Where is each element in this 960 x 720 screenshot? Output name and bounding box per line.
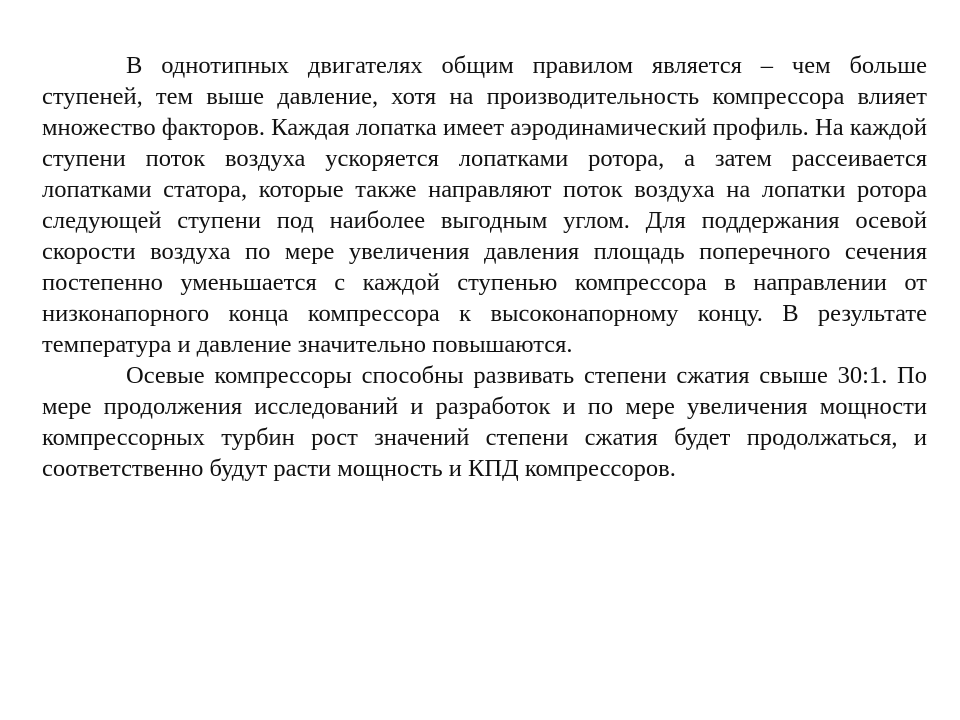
paragraph-1: В однотипных двигателях общим правилом является – чем больше ступеней, тем выше давление, хотя на производительность компрессора влияет множество факторов. Каждая лопатка имеет аэродинамический профиль. На каждой ступени поток воздуха ускоряется лопатками ротора, а затем рассеивается лопатками статора, которые также направляют поток воздуха на лопатки ротора следующей ступени под наиболее выгодным углом. Для поддержания осевой скорости воздуха по мере увеличения давления площадь поперечного сечения постепенно уменьшается с каждой ступенью компрессора в направлении от низконапорного конца компрессора к высоконапорному концу. В результате температура и давление значительно повышаются.	[42, 52, 927, 358]
paragraph-2: Осевые компрессоры способны развивать степени сжатия свыше 30:1. По мере продолжения исследований и разработок и по мере увеличения мощности компрессорных турбин рост значений степени сжатия будет продолжаться, и соответственно будут расти мощность и КПД компрессоров.	[42, 362, 927, 482]
body-text	[42, 50, 927, 484]
